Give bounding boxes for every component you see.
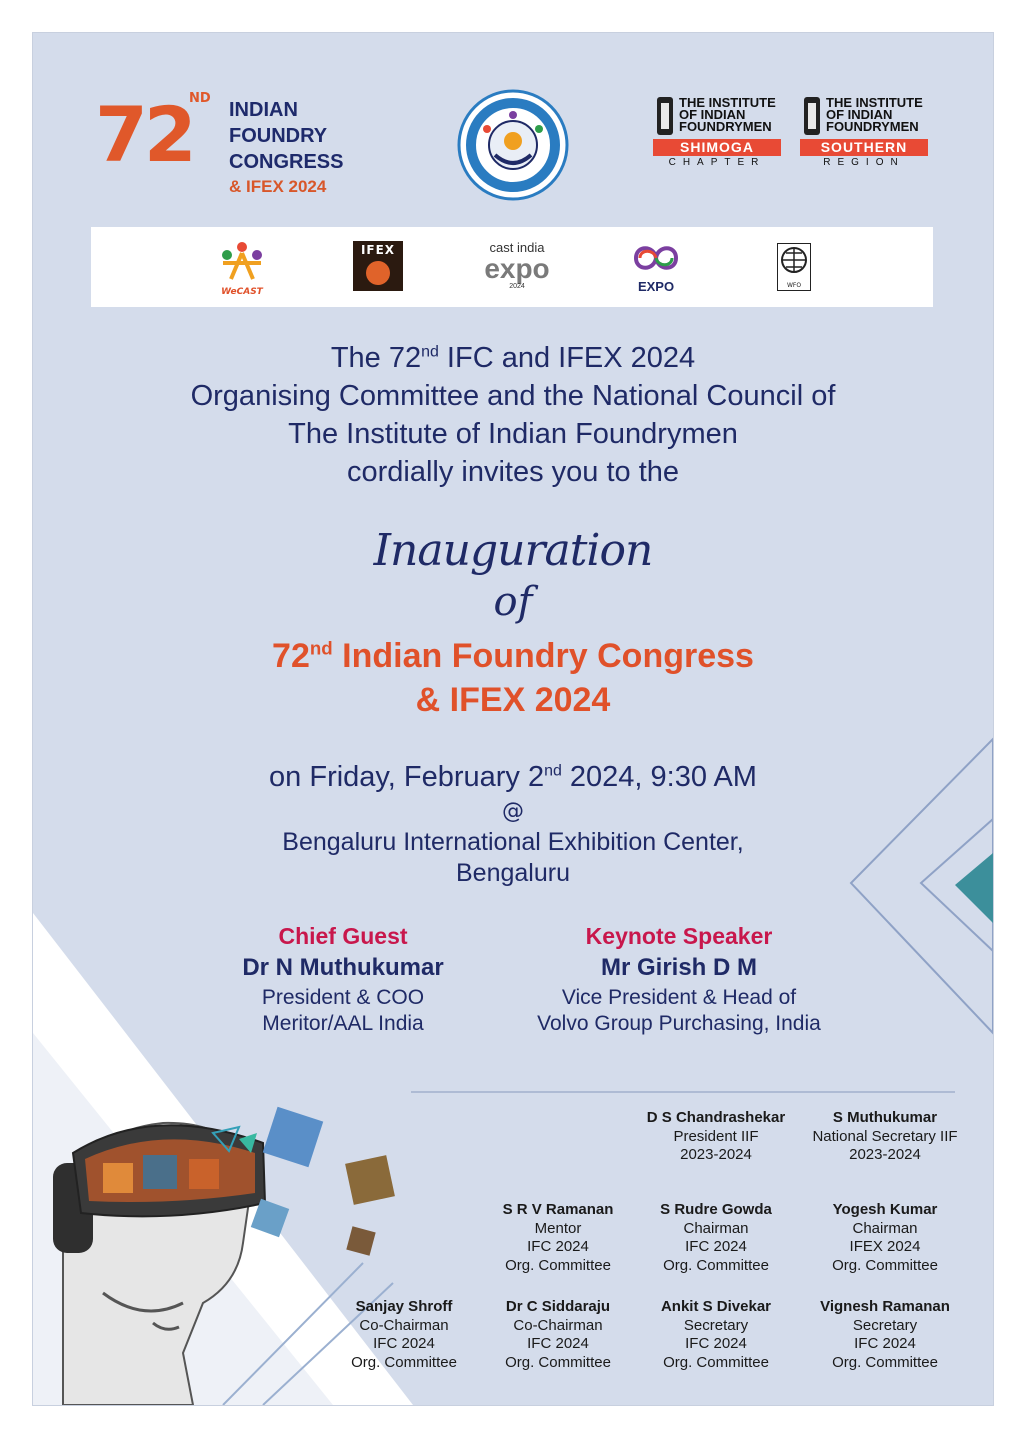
divider [411, 1091, 955, 1093]
expo-logo: EXPO [621, 241, 691, 295]
official-shroff: Sanjay Shroff Co-Chairman IFC 2024 Org. Committee [351, 1298, 457, 1371]
congress-subtitle: & IFEX 2024 [229, 177, 327, 196]
invitation-text: The 72nd IFC and IFEX 2024 Organising Committee and the National Council of The Institute of Indian Foundrymen cordially invites you to the [190, 342, 836, 488]
iif-southern-logo: THE INSTITUTE OF INDIAN FOUNDRYMEN SOUTHERN REGION [800, 95, 930, 177]
event-date: on Friday, February 2nd 2024, 9:30 AM [269, 761, 757, 793]
congress-title: INDIAN FOUNDRY CONGRESS [229, 99, 344, 173]
chief-guest-name: Dr N Muthukumar [242, 954, 444, 981]
wecast-figures-icon [217, 239, 267, 283]
official-ramanan: S R V Ramanan Mentor IFC 2024 Org. Committee [502, 1201, 614, 1274]
official-vignesh-ramanan: Vignesh Ramanan Secretary IFC 2024 Org. Committee [820, 1298, 950, 1371]
infinity-icon [626, 241, 686, 275]
event-venue: Bengaluru International Exhibition Center, Bengaluru [282, 828, 744, 887]
official-siddaraju: Dr C Siddaraju Co-Chairman IFC 2024 Org. Committee [505, 1298, 611, 1371]
globe-icon [778, 244, 810, 278]
iif-emblem-icon [653, 95, 677, 139]
chief-guest-block: Chief Guest Dr N Muthukumar President & COO Meritor/AAL India [183, 921, 503, 1037]
iif-emblem-icon [800, 95, 824, 139]
official-chandrashekar: D S Chandrashekar President IIF 2023-2024 [646, 1109, 786, 1163]
chief-guest-label: Chief Guest [278, 923, 408, 949]
wecast-logo: WeCAST [217, 239, 267, 295]
cast-india-expo-logo: cast india expo 2024 [484, 240, 550, 290]
congress-number: 72 [95, 90, 193, 179]
official-divekar: Ankit S Divekar Secretary IFC 2024 Org. Committee [660, 1298, 772, 1371]
event-name-line2: & IFEX 2024 [415, 681, 611, 719]
at-sign: @ [502, 799, 524, 824]
congress-ordinal: ND [189, 91, 211, 106]
inauguration-heading: Inauguration [373, 525, 653, 576]
wfo-logo: WFO [777, 243, 811, 291]
official-muthukumar: S Muthukumar National Secretary IIF 2023-2024 [812, 1109, 958, 1163]
iif-shimoga-logo: THE INSTITUTE OF INDIAN FOUNDRYMEN SHIMOGA CHAPTER [653, 95, 783, 177]
invitation-card [32, 32, 994, 1406]
congress-seal-logo [457, 89, 569, 201]
of-heading: of [493, 579, 533, 625]
keynote-speaker-block: Keynote Speaker Mr Girish D M Vice President & Head of Volvo Group Purchasing, India [519, 921, 839, 1037]
ifex-logo: IFEX [353, 241, 403, 291]
partner-logos-strip [91, 227, 933, 307]
official-yogesh-kumar: Yogesh Kumar Chairman IFEX 2024 Org. Committee [832, 1201, 938, 1274]
keynote-speaker-label: Keynote Speaker [585, 923, 773, 949]
event-name-line1: 72nd Indian Foundry Congress [272, 637, 754, 675]
official-rudre-gowda: S Rudre Gowda Chairman IFC 2024 Org. Committee [660, 1201, 772, 1274]
keynote-speaker-name: Mr Girish D M [600, 954, 757, 981]
